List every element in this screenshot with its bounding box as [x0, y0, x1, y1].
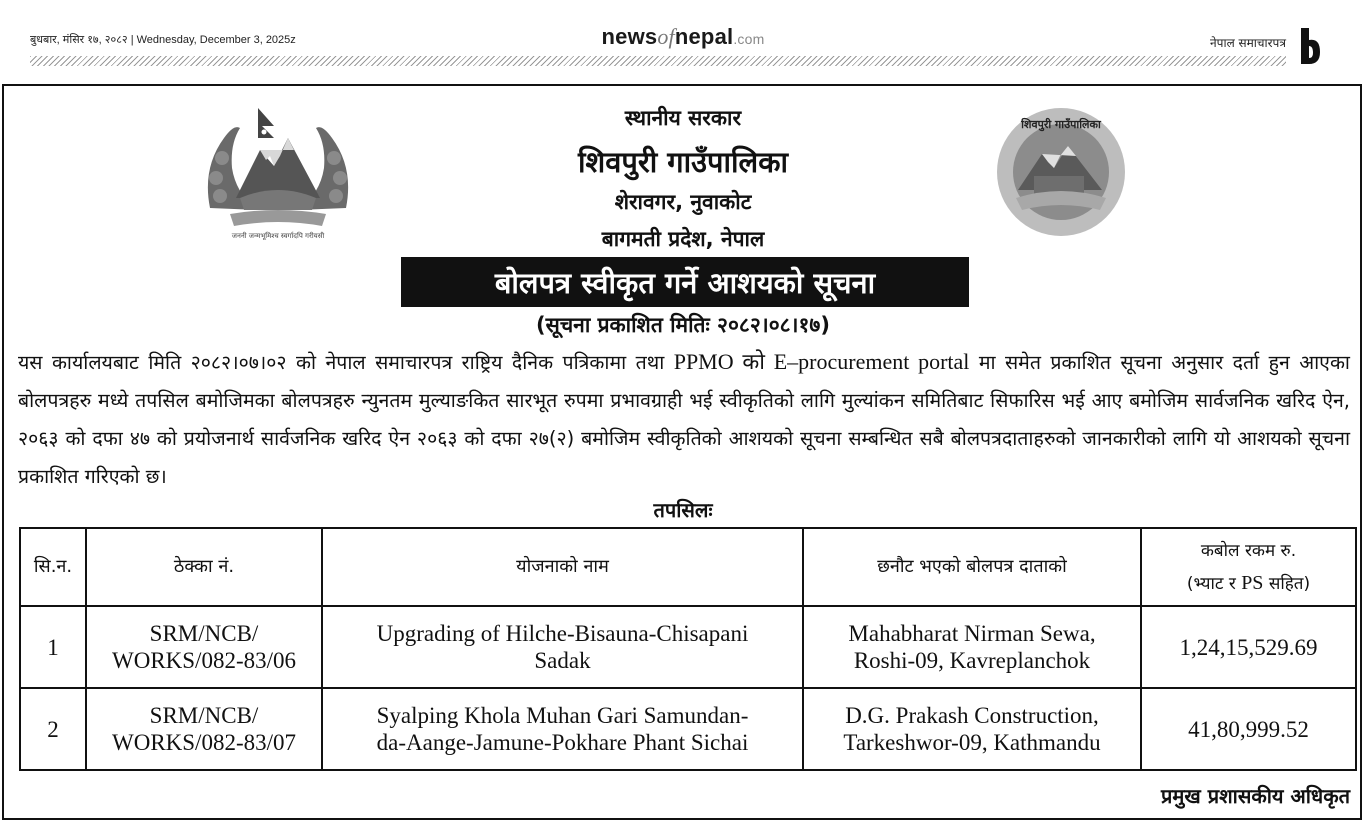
row-bidder [803, 688, 1141, 770]
masthead-paper-name: नेपाल समाचारपत्र [1209, 36, 1286, 50]
header-amount [1141, 528, 1356, 606]
header-amount-line2-post: सहित) [1263, 573, 1311, 594]
notice-body-latin: PPMO को E–procurement portal [673, 349, 970, 374]
logo-of: of [657, 24, 675, 49]
org-level: स्थानीय सरकार [624, 106, 742, 130]
header-sn: सि.न. [20, 528, 86, 606]
header-bidder: छनौट भएको बोलपत्र दाताको [803, 528, 1141, 606]
municipality-name: शिवपुरी गाउँपालिका [578, 145, 788, 179]
emblem-right-caption: शिवपुरी गाउँपालिका [1021, 118, 1101, 131]
notice-body [18, 343, 1350, 496]
row-project-name [322, 606, 803, 688]
project-line1: Upgrading of Hilche-Bisauna-Chisapani [376, 621, 749, 646]
province-name: बागमती प्रदेश, नेपाल [601, 227, 765, 251]
masthead-divider [30, 56, 1286, 66]
row-contract-no [86, 688, 322, 770]
emblem-left-caption: जननी जन्मभूमिश्च स्वर्गादपि गरीयसी [231, 232, 325, 240]
contract-line2: WORKS/082-83/06 [112, 648, 296, 673]
site-logo[interactable] [0, 24, 1366, 50]
header-amount-line1: कबोल रकम रु. [1200, 540, 1297, 561]
newspaper-brand-icon [1298, 26, 1324, 66]
notice-body-part2: मा समेत प्रकाशित सूचना अनुसार दर्ता हुन आएका बोलपत्रहरु मध्ये तपसिल बमोजिमका बोलपत्रहरु न्युनतम मुल्याङकित सारभूत रुपमा प्रभावग्राही भई स्वीकृतिको लागि मुल्यांकन समितिबाट सिफारिस भई आए बमोजिम सार्वजनिक खरिद ऐन, २०६३ को दफा ४७ को प्रयोजनार्थ सार्वजनिक खरिद ऐन २०६३ को दफा २७(२) बमोजिम स्वीकृतिको आशयको सूचना सम्बन्धित सबै बोलपत्रदाताहरुको जानकारीको लागि यो आशयको सूचना प्रकाशित गरिएको छ। [18, 351, 1350, 488]
published-date: (सूचना प्रकाशित मितिः २०८२।०८।१७) [536, 313, 830, 337]
table-row [20, 688, 1356, 770]
row-bidder [803, 606, 1141, 688]
masthead-date: बुधबार, मंसिर १७, २०८२ | Wednesday, December 3, 2025z [30, 34, 296, 46]
row-sn: 2 [20, 688, 86, 770]
row-sn: 1 [20, 606, 86, 688]
row-project-name [322, 688, 803, 770]
bidder-line2: Tarkeshwor-09, Kathmandu [843, 730, 1101, 755]
municipality-address: शेरावगर, नुवाकोट [614, 190, 752, 214]
row-amount: 41,80,999.52 [1141, 688, 1356, 770]
notice-title: बोलपत्र स्वीकृत गर्ने आशयको सूचना [401, 257, 969, 307]
header-contract-no: ठेक्का नं. [86, 528, 322, 606]
contract-line1: SRM/NCB/ [149, 621, 259, 646]
bid-acceptance-table [19, 527, 1357, 771]
notice-body-part1: यस कार्यालयबाट मिति २०८२।०७।०२ को नेपाल समाचारपत्र राष्ट्रिय दैनिक पत्रिकामा तथा [18, 351, 674, 374]
header-amount-line2-pre: (भ्याट र [1186, 573, 1242, 594]
bidder-line2: Roshi-09, Kavreplanchok [853, 648, 1091, 673]
schedule-heading: तपसिलः [653, 498, 713, 522]
project-line1: Syalping Khola Muhan Gari Samundan- [376, 703, 749, 728]
logo-news: news [601, 24, 658, 49]
contract-line1: SRM/NCB/ [149, 703, 259, 728]
row-contract-no [86, 606, 322, 688]
table-row [20, 606, 1356, 688]
row-amount: 1,24,15,529.69 [1141, 606, 1356, 688]
logo-nepal: nepal [674, 24, 734, 49]
project-line2: da-Aange-Jamune-Pokhare Phant Sichai [376, 730, 749, 755]
contract-line2: WORKS/082-83/07 [112, 730, 296, 755]
logo-com: .com [733, 31, 765, 47]
project-line2: Sadak [534, 648, 591, 673]
signoff-title: प्रमुख प्रशासकीय अधिकृत [1161, 784, 1350, 808]
bidder-line1: Mahabharat Nirman Sewa, [848, 621, 1096, 646]
header-project-name: योजनाको नाम [322, 528, 803, 606]
bidder-line1: D.G. Prakash Construction, [845, 703, 1099, 728]
header-amount-line2-latin: PS [1241, 571, 1264, 594]
table-header-row [20, 528, 1356, 606]
